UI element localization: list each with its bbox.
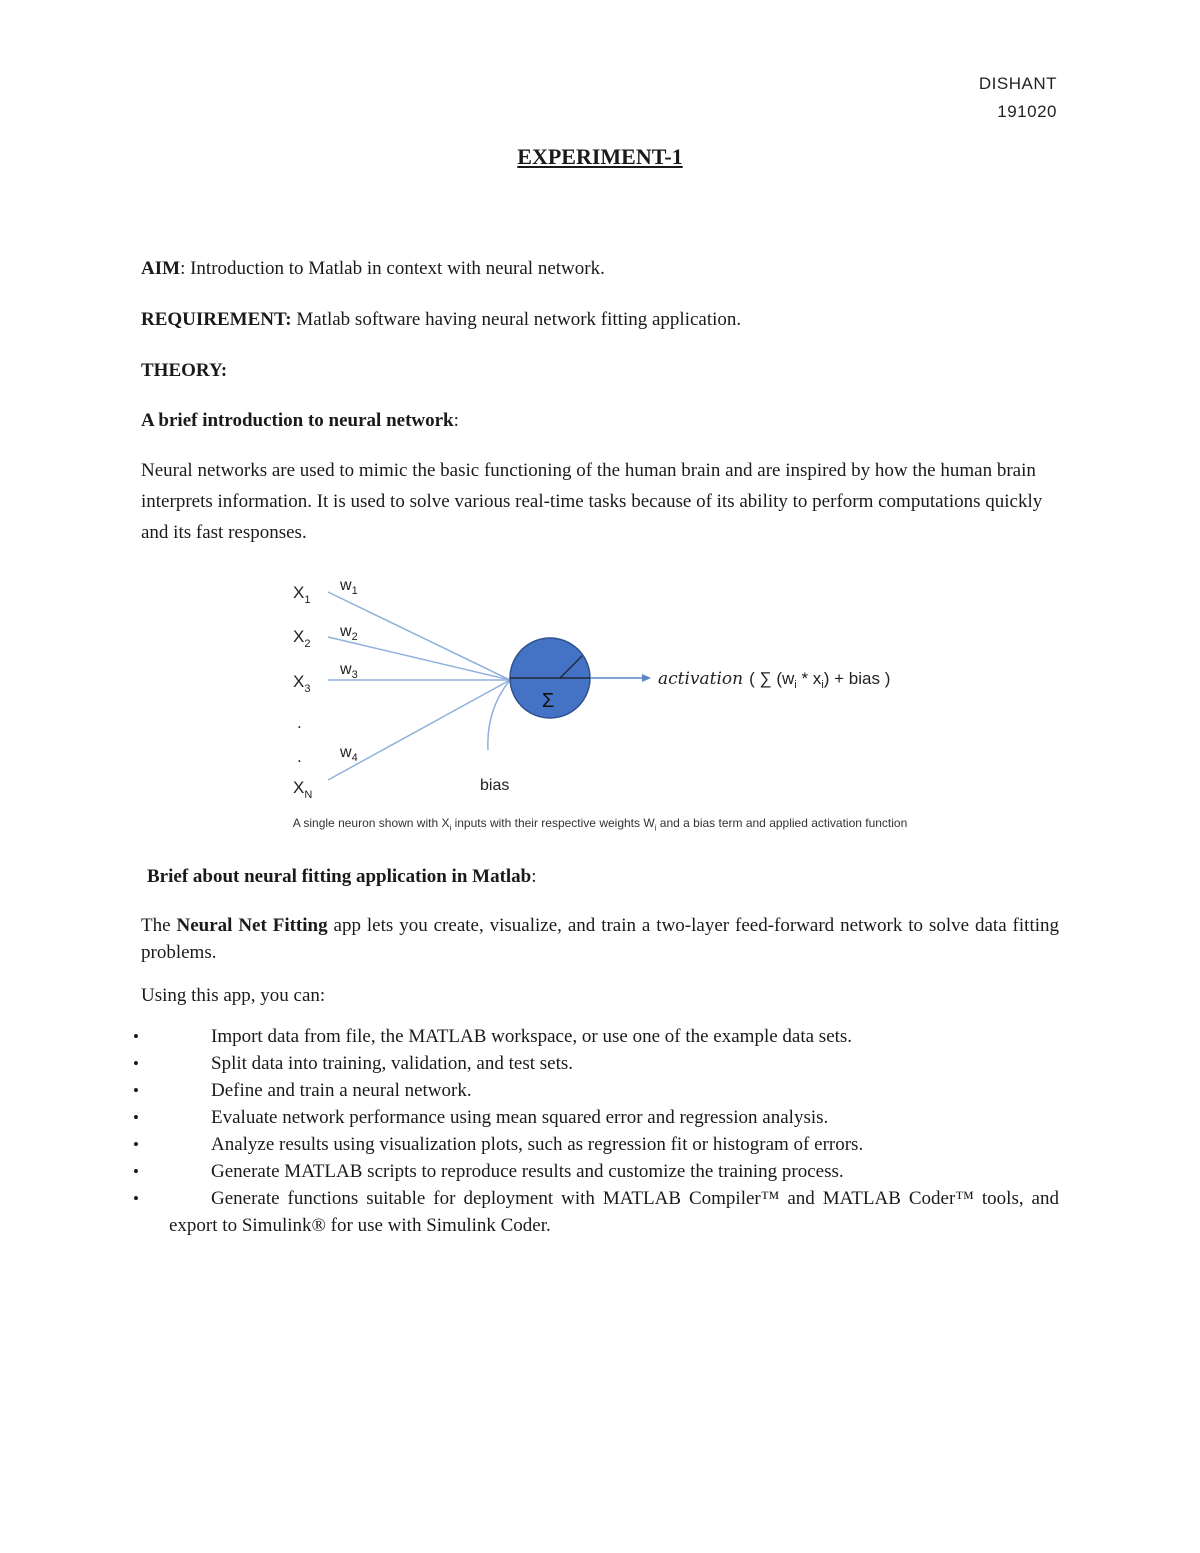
requirement-line [141,304,1059,335]
aim-line [141,253,1059,284]
author-name: DISHANT [978,74,1057,93]
list-item: • Generate functions suitable for deployment with MATLAB Compiler™ and MATLAB Coder™ tools, and export to Simulink® for use with Simulink Coder. [141,1185,1059,1239]
bullet-icon: • [133,1189,139,1208]
fitting-heading-suffix: : [531,866,537,887]
list-item: • Import data from file, the MATLAB workspace, or use one of the example data sets. [141,1023,1059,1050]
formula-part-b: * x [796,669,822,688]
bullet-icon: • [133,1027,139,1046]
caption-part-c: and a bias term and applied activation function [656,816,908,830]
requirement-text: Matlab software having neural network fitting application. [291,309,742,330]
list-item: • Evaluate network performance using mean squared error and regression analysis. [141,1104,1059,1131]
aim-text: : Introduction to Matlab in context with neural network. [180,258,605,279]
page-title: EXPERIMENT-1 [517,144,683,169]
output-arrowhead [642,674,651,682]
theory-label: THEORY: [141,360,228,381]
input-label-n: $X_N$ [293,778,313,801]
bullet-icon: • [133,1135,139,1154]
feature-list [133,1023,1059,1239]
sum-symbol: Σ [541,690,555,712]
formula-part-c: ) + bias ) [823,669,891,688]
input-label-1: $X_1$ [293,583,311,606]
weight-label-4: $w_4$ [340,744,358,764]
input-line-n [328,680,510,780]
intro-heading-suffix: : [453,410,459,431]
intro-heading [141,405,1059,436]
bias-label: bias [480,777,510,794]
formula-sub-1: i [794,679,797,691]
roll-number: 191020 [997,102,1057,121]
caption-part-a: A single neuron shown with X [292,816,450,830]
bullet-icon: • [133,1054,139,1073]
neuron-diagram [270,570,950,810]
output-formula [658,669,890,691]
intro-paragraph: Neural networks are used to mimic the basic functioning of the human brain and are inspired by how the human brain interprets information. It is used to solve various real-time tasks because of its ability to perform computations quickly and its fast responses. [141,460,1043,543]
intro-heading-label: A brief introduction to neural network [141,410,454,431]
fitting-para-pre: The [141,915,177,936]
fitting-paragraph [141,912,1059,966]
list-item: • Generate MATLAB scripts to reproduce results and customize the training process. [141,1158,1059,1185]
caption-sub-2: i [654,823,657,833]
activation-label: activation [658,669,744,689]
input-label-3: $X_3$ [293,672,311,695]
aim-label: AIM [141,258,181,279]
weight-label-2: $w_2$ [340,623,358,643]
list-item: • Define and train a neural network. [141,1077,1059,1104]
input-ellipsis-2: . [297,747,302,766]
formula-sub-2: i [821,679,824,691]
bullet-icon: • [133,1108,139,1127]
weight-label-1: $w_1$ [340,577,358,597]
diagram-caption [0,816,1200,832]
using-line: Using this app, you can: [141,985,326,1006]
requirement-label: REQUIREMENT: [141,309,292,330]
fitting-para-post: app lets you create, visualize, and train a two-layer feed-forward network to solve data fitting problems. [141,915,1059,963]
caption-part-b: inputs with their respective weights W [451,816,655,830]
input-label-2: $X_2$ [293,627,311,650]
fitting-app-name: Neural Net Fitting [176,915,328,936]
formula-part-a: ( ∑ (w [749,669,795,688]
caption-sub-1: i [449,823,452,833]
fitting-heading-label: Brief about neural fitting application in Matlab [147,866,532,887]
fitting-heading [147,861,1065,892]
input-ellipsis-1: . [297,713,302,732]
bullet-icon: • [133,1162,139,1181]
list-item: • Split data into training, validation, and test sets. [141,1050,1059,1077]
list-item: • Analyze results using visualization plots, such as regression fit or histogram of errors. [141,1131,1059,1158]
bullet-icon: • [133,1081,139,1100]
weight-label-3: $w_3$ [340,661,358,681]
